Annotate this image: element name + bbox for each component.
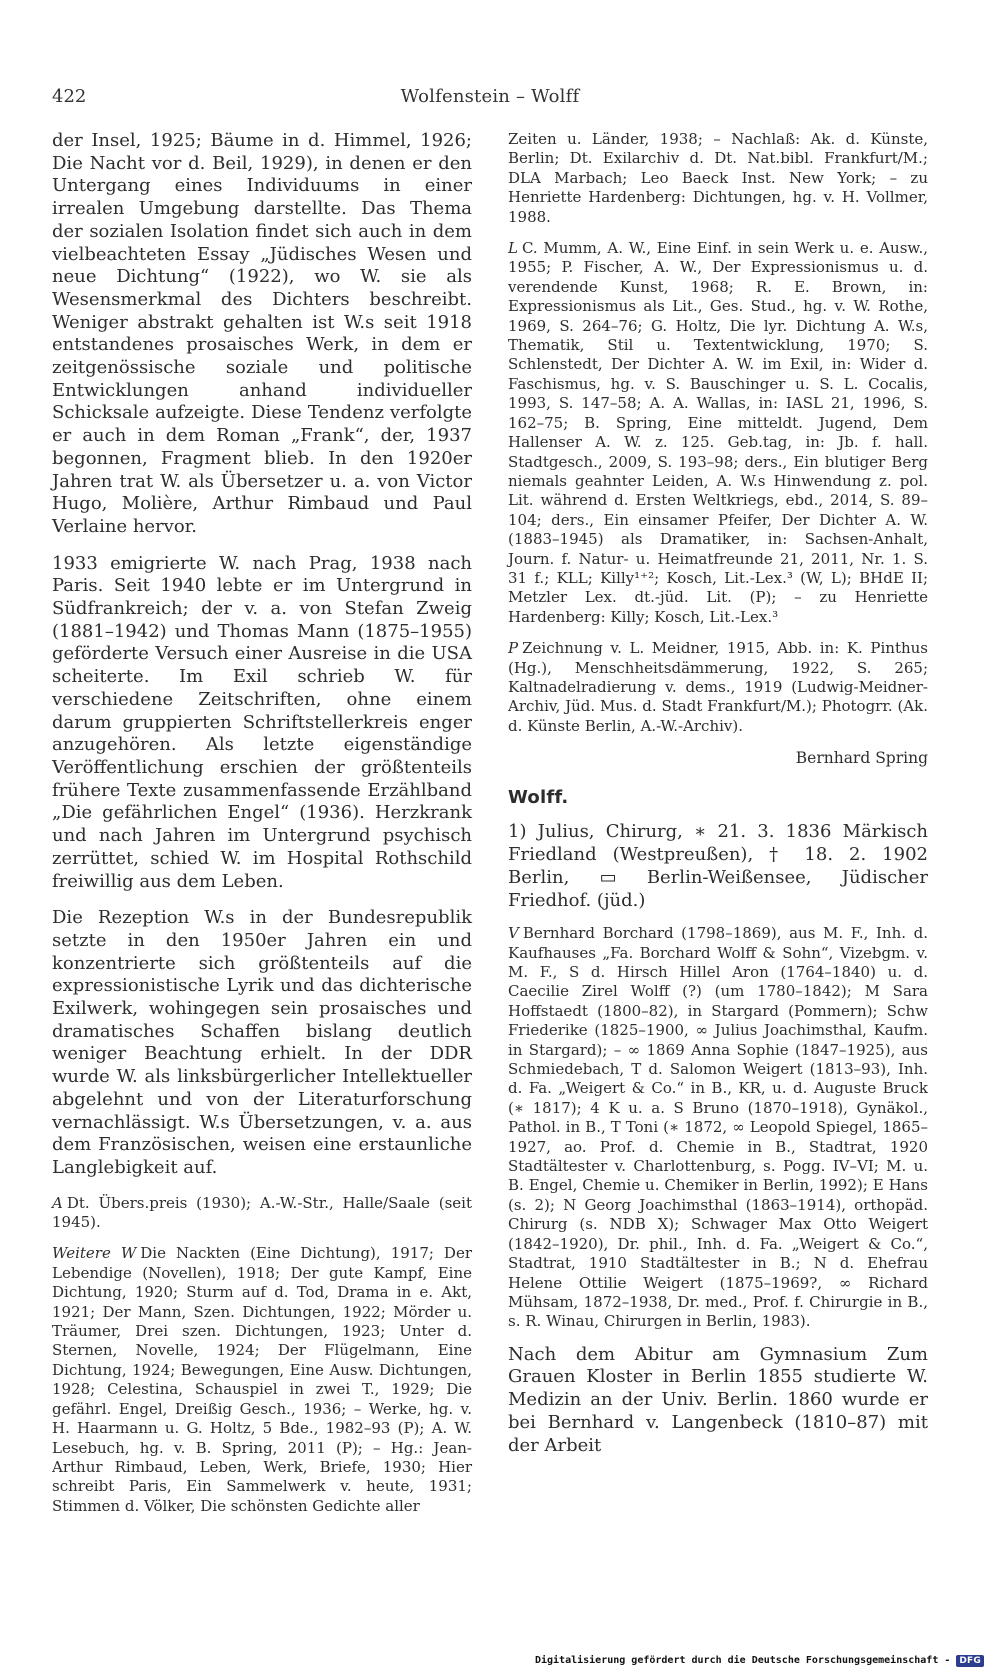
body-paragraph-1: der Insel, 1925; Bäume in d. Himmel, 1926; Die Nacht vor d. Beil, 1929), in denen er den Untergang eines Individuums in einer irrealen Umgebung darstellte. Das Thema der sozialen Isolation findet sich auch in dem vielbeachteten Essay „Jüdisches Wesen und neue Dichtung“ (1922), wo W. sie als Wesensmerkmal des Dichters beschreibt. Weniger abstrakt gehalten ist W.s seit 1918 entstandenes prosaisches Werk, in dem er zeitgenössische soziale und politische Entwicklungen anhand individueller Schicksale aufzeigte. Diese Tendenz verfolgte er auch in dem Roman „Frank“, der, 1937 begonnen, Fragment blieb. In den 1920er Jahren trat W. als Übersetzer u. a. von Victor Hugo, Molière, Arthur Rimbaud und Paul Verlaine hervor. — [52, 130, 472, 537]
award-lead: A — [52, 1193, 63, 1212]
works-lead: Weitere W — [52, 1244, 137, 1263]
footer-credit — [535, 1655, 984, 1667]
award-note — [52, 1194, 472, 1233]
portraits-text: Zeichnung v. L. Meidner, 1915, Abb. in: K. Pinthus (Hg.), Menschheitsdämmerung, 1922, S. 265; Kaltnadelradierung v. dems., 1919 (Ludwig-Meidner-Archiv, Jüd. Mus. d. Stadt Frankfurt/M.); Photogrr. (Ak. d. Künste Berlin, A.-W.-Archiv). — [508, 639, 928, 735]
works-note — [52, 1244, 472, 1516]
works-text: Die Nackten (Eine Dichtung), 1917; Der Lebendige (Novellen), 1918; Der gute Kampf, Eine Dichtung, 1920; Sturm auf d. Tod, Drama in e. Akt, 1921; Der Mann, Szen. Dichtungen, 1922; Mörder u. Träumer, Drei szen. Dichtungen, 1923; Unter d. Sternen, Novelle, 1924; Der Flügelmann, Eine Dichtung, 1924; Bewegungen, Eine Ausw. Dichtungen, 1928; Celestina, Schauspiel in zwei T., 1929; Die gefährl. Engel, Dreißig Gesch., 1936; – Werke, hg. v. H. Haarmann u. G. Holtz, 5 Bde., 1982–93 (P); A. W. Lesebuch, hg. v. B. Spring, 2011 (P); – Hg.: Jean-Arthur Rimbaud, Leben, Werk, Briefe, 1930; Hier schreibt Paris, Ein Sammelwerk v. heute, 1931; Stimmen d. Völker, Die schönsten Gedichte aller — [52, 1244, 472, 1515]
literature-text: C. Mumm, A. W., Eine Einf. in sein Werk u. e. Ausw., 1955; P. Fischer, A. W., Der Expressionismus u. d. verendende Kunst, 1968; R. E. Brown, in: Expressionismus als Lit., Ges. Stud., hg. v. W. Rothe, 1969, S. 264–76; G. Holtz, Die lyr. Dichtung A. W.s, Thematik, Stil u. Textentwicklung, 1970; S. Schlenstedt, Der Dichter A. W. im Exil, in: Wider d. Faschismus, hg. v. S. Bauschinger u. S. L. Cocalis, 1993, S. 147–58; A. A. Wallas, in: IASL 21, 1996, S. 162–75; B. Spring, Eine mitteldt. Jugend, Dem Hallenser A. W. z. 125. Geb.tag, in: Jb. f. hall. Stadtgesch., 2009, S. 193–98; ders., Ein blutiger Berg niemals geahnter Leiden, A. W.s Hinwendung z. pol. Lit. während d. Ersten Weltkriegs, ebd., 2014, S. 89–104; ders., Ein einsamer Pfeifer, Der Dichter A. W. (1883–1945) als Dramatiker, in: Sachsen-Anhalt, Journ. f. Natur- u. Heimatfreunde 21, 2011, Nr. 1. S. 31 f.; KLL; Killy¹⁺²; Kosch, Lit.-Lex.³ (W, L); BHdE II; Metzler Lex. dt.-jüd. Lit. (P); – zu Henriette Hardenberg: Killy; Kosch, Lit.-Lex.³ — [508, 239, 928, 626]
right-body-paragraph: Nach dem Abitur am Gymnasium Zum Grauen Kloster in Berlin 1855 studierte W. Medizin an der Univ. Berlin. 1860 wurde er bei Bernhard v. Langenbeck (1810–87) mit der Arbeit — [508, 1343, 928, 1456]
award-text: Dt. Übers.preis (1930); A.-W.-Str., Halle/Saale (seit 1945). — [52, 1193, 472, 1232]
page-number: 422 — [52, 86, 87, 107]
portraits-note — [508, 639, 928, 736]
author-signature: Bernhard Spring — [795, 749, 928, 768]
right-column — [508, 130, 928, 1505]
entry-heading: Wolff. — [508, 787, 569, 809]
running-head — [52, 86, 928, 112]
genealogy-note — [508, 924, 928, 1332]
literature-note — [508, 239, 928, 627]
literature-lead: L — [508, 239, 518, 258]
running-title: Wolfenstein – Wolff — [400, 86, 580, 107]
dfg-logo: DFG — [956, 1655, 984, 1667]
genealogy-text: Bernhard Borchard (1798–1869), aus M. F., Inh. d. Kaufhauses „Fa. Borchard Wolff & Sohn“, Vizebgm. v. M. F., S d. Hirsch Hillel Aron (1764–1840) u. d. Caecilie Zirel Wolff (?) (um 1780–1842); M Sara Hoffstaedt (1800–82), in Stargard (Pommern); Schw Friederike (1825–1900, ∞ Julius Joachimsthal, Kaufm. in Stargard); – ∞ 1869 Anna Sophie (1847–1925), aus Schmiedebach, T d. Salomon Weigert (1813–93), Inh. d. Fa. „Weigert & Co.“ in B., KR, u. d. Auguste Bruck (∗ 1817); 4 K u. a. S Bruno (1870–1918), Gynäkol., Pathol. in B., T Toni (∗ 1872, ∞ Leopold Spiegel, 1865–1927, ao. Prof. d. Chemie in B., Stadtrat, 1920 Stadtältester v. Charlottenburg, s. Pogg. IV–VI; M. u. B. Engel, Chemie u. Chemiker in Berlin, 1992); E Hans (s. 2); N Georg Joachimsthal (1863–1914), orthopäd. Chirurg (s. NDB X); Schwager Max Otto Weigert (1842–1920), Dr. phil., Inh. d. Fa. „Weigert & Co.“, Stadtrat, 1910 Stadtältester in B.; N d. Ehefrau Helene Ottilie Weigert (1875–1969?, ∞ Richard Mühsam, 1872–1938, Dr. med., Prof. f. Chirurgie in B., s. R. Winau, Chirurgen in Berlin, 1983). — [508, 924, 928, 1331]
works-continued: Zeiten u. Länder, 1938; – Nachlaß: Ak. d. Künste, Berlin; Dt. Exilarchiv d. Dt. Nat.bibl. Frankfurt/M.; DLA Marbach; Leo Baeck Inst. New York; – zu Henriette Hardenberg: Dichtungen, hg. v. H. Vollmer, 1988. — [508, 130, 928, 226]
portraits-lead: P — [508, 639, 519, 658]
body-paragraph-3: Die Rezeption W.s in der Bundesrepublik setzte in den 1950er Jahren ein und konzentrierte sich größtenteils auf die expressionistische Lyrik und das dichterische Exilwerk, wohingegen sein prosaisches und dramatisches Schaffen bislang deutlich weniger Beachtung erhielt. In der DDR wurde W. als linksbürgerlicher Intellektueller abgelehnt und von der Literaturforschung vernachlässigt. W.s Übersetzungen, v. a. aus dem Französischen, weisen eine erstaunliche Langlebigkeit auf. — [52, 907, 472, 1178]
body-paragraph-2: 1933 emigrierte W. nach Prag, 1938 nach Paris. Seit 1940 lebte er im Untergrund in Südfrankreich; der v. a. von Stefan Zweig (1881–1942) und Thomas Mann (1875–1955) geförderte Versuch einer Ausreise in die USA scheiterte. Im Exil schrieb W. für verschiedene Zeitschriften, ohne einem darum gruppierten Schriftstellerkreis enger anzugehören. Als letzte eigenständige Veröffentlichung erschien der größtenteils frühere Texte zusammenfassende Erzählband „Die gefährlichen Engel“ (1936). Herzkrank und nach Jahren im Untergrund psychisch zerrüttet, schied W. im Hospital Rothschild freiwillig aus dem Leben. — [52, 552, 472, 892]
left-column — [52, 130, 472, 1515]
genealogy-lead: V — [508, 924, 519, 943]
footer-text: Digitalisierung gefördert durch die Deutsche Forschungsgemeinschaft - — [534, 1655, 951, 1666]
entry-title: 1) Julius, Chirurg, ∗ 21. 3. 1836 Märkisch Friedland (Westpreußen), † 18. 2. 1902 Berlin, ▭ Berlin-Weißensee, Jüdischer Friedhof. (jüd.) — [508, 821, 928, 912]
